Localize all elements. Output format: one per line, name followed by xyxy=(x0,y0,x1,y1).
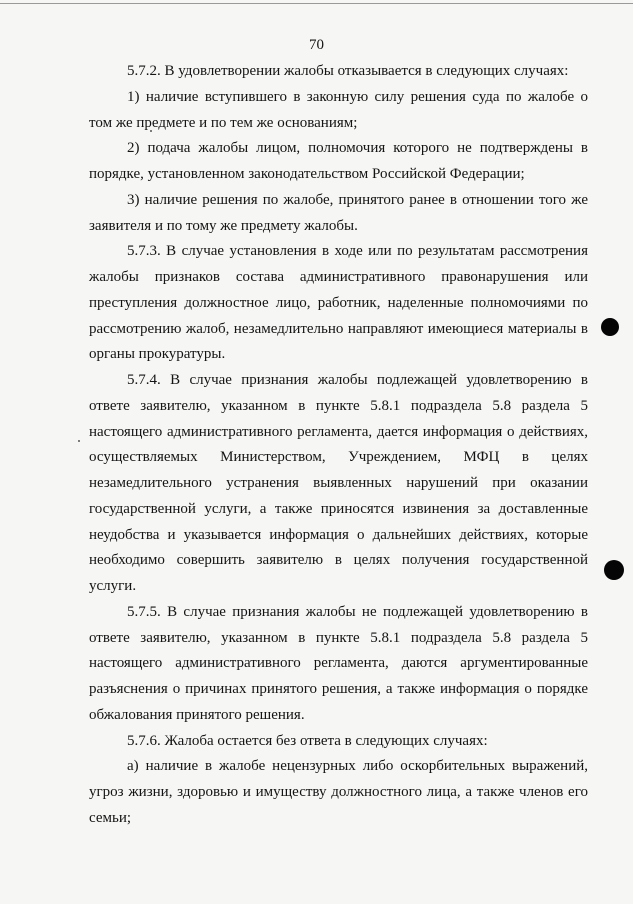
paragraph-5-7-3: 5.7.3. В случае установления в ходе или по результатам рассмотрения жалобы признаков состава административного правонарушения или преступления должностное лицо, работник, наделенные полномочиями по рассмотрению жалоб, незамедлительно направляют имеющиеся материалы в органы прокуратуры. xyxy=(89,243,588,363)
binder-hole-mark xyxy=(604,560,624,580)
binder-hole-mark xyxy=(601,318,619,336)
scan-speck xyxy=(78,440,80,442)
paragraph-5-7-4: 5.7.4. В случае признания жалобы подлежащей удовлетворению в ответе заявителю, указанном в пункте 5.8.1 подраздела 5.8 раздела 5 настоящего административного регламента, дается информация о действиях, осуществляемых Министерством, Учреждением, МФЦ в целях незамедлительного устранения выявленных нарушений при оказании государственной услуги, а также приносятся извинения за доставленные неудобства и указывается информация о дальнейших действиях, которые необходимо совершить заявителю в целях получения государственной услуги. xyxy=(89,372,588,594)
document-body xyxy=(89,59,588,832)
list-item-a: а) наличие в жалобе нецензурных либо оскорбительных выражений, угроз жизни, здоровью и имуществу должностного лица, а также членов его семьи; xyxy=(89,758,588,826)
list-item-2: 2) подача жалобы лицом, полномочия которого не подтверждены в порядке, установленном законодательством Российской Федерации; xyxy=(89,140,588,182)
list-item-3: 3) наличие решения по жалобе, принятого ранее в отношении того же заявителя и по тому же предмету жалобы. xyxy=(89,191,588,234)
list-item-1: 1) наличие вступившего в законную силу решения суда по жалобе о том же предмете и по тем же основаниям; xyxy=(89,88,588,131)
paragraph-5-7-2: 5.7.2. В удовлетворении жалобы отказывается в следующих случаях: xyxy=(127,63,569,79)
scan-edge-line xyxy=(0,3,633,4)
scan-speck xyxy=(150,130,152,132)
paragraph-5-7-5: 5.7.5. В случае признания жалобы не подлежащей удовлетворению в ответе заявителю, указанном в пункте 5.8.1 подраздела 5.8 раздела 5 настоящего административного регламента, даются аргументированные разъяснения о причинах принятого решения, а также информация о порядке обжалования принятого решения. xyxy=(89,603,588,723)
paragraph-5-7-6: 5.7.6. Жалоба остается без ответа в следующих случаях: xyxy=(127,732,488,749)
page-number: 70 xyxy=(309,37,324,53)
